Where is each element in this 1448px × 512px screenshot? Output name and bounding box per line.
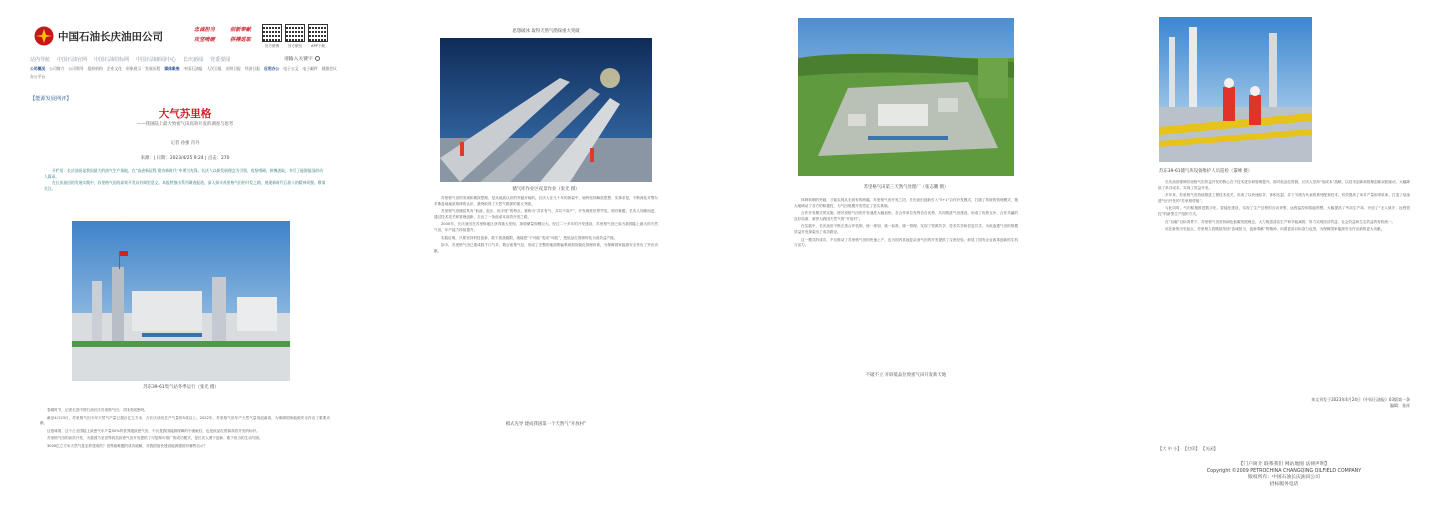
subnav-item[interactable]: 组织机构 <box>87 66 103 71</box>
qr-code-icon <box>308 24 328 42</box>
article-title: 大气苏里格 <box>158 108 212 120</box>
body-paragraph: 在实践中，长庆油田不断完善合作机制，统一规划、统一标准、统一管理，实现了资源共享、技术共享和信息共享，为低渗透气田的规模效益开发探索出了成功路径。 <box>794 224 1018 234</box>
qr-label: APP下载 <box>311 44 325 48</box>
search-box[interactable] <box>284 55 320 62</box>
subnav-item[interactable]: 公司领导 <box>68 66 84 71</box>
body-paragraph: 春暖时节，记者走进中国石油长庆苏里格气田，寻找发展密码。 <box>47 408 148 412</box>
subnav-item[interactable]: 中国石油报 <box>183 66 203 71</box>
body-paragraph: 合作开发模式的实施，使苏里格气田的开发速度大幅加快。各合作单位发挥各自优势，共同推进气田建设，形成了优势互补、合作共赢的良好局面，被誉为我国天然气的“开放村”。 <box>794 211 1018 221</box>
site-logo-row[interactable] <box>34 26 163 46</box>
copyright: Copyright ©2009 PETROCHINA CHANGQING OILFIELD COMPANY <box>1206 468 1362 474</box>
slogan-2: 创新奉献 <box>230 27 251 33</box>
body-paragraph: 3000亿立方米天然气是怎样建成的？世界级难题的成功破解，对我国加快建设能源强国有哪些启示？ <box>47 443 208 448</box>
article-body <box>434 196 658 256</box>
subnav-head[interactable]: 应用办公 <box>264 66 280 71</box>
body-paragraph: 体制机制的突破，才能实现从无到有的跨越。苏里格气田开发之初，长庆油田创新引入“5+1”合作开发模式，打破了传统的管理模式，极大地调动了各方的积极性，为气田规模开发奠定了坚实基础。 <box>794 198 1018 208</box>
intro-paragraph: 在长庆油田的发展实践中，苏里格气田的高效开发具有典型意义。本报特推出系列调查报道，深入探寻苏里格气田的开发之路，展现新时代石油人的精神风貌。敬请关注。 <box>44 180 326 191</box>
site-name: 中国石油长庆油田公司 <box>58 30 163 43</box>
body-paragraph: 苏里格气田的高效开发，为我国乃至世界同类致密气田开发提供了可复制可推广的成功模式，是长庆人勇于创新、敢于担当的生动写照。 <box>47 436 263 441</box>
body-paragraph: 苏里格气田的发现和勘探思路，是从地质认识的突破开始的。长庆人在几十年的探索中，始终坚持解放思想、实事求是，不断深化对鄂尔多斯盆地地质规律的认识，最终取得了天然气勘探的重大突破。 <box>434 196 658 206</box>
night-facility-photo <box>440 38 652 182</box>
qr-app[interactable] <box>308 24 328 49</box>
photo-caption: 苏东39-61集气站冬季运行（张光 摄） <box>143 385 219 390</box>
slogans <box>194 26 266 43</box>
page-tools[interactable]: 【大 中 小】 【打印】 【关闭】 <box>1158 446 1218 451</box>
photo-caption: 苏东39-61储气库设备维护人员巡检（董峰 摄） <box>1159 169 1253 174</box>
article-body <box>1158 180 1410 235</box>
nav-item[interactable]: 中国石油新闻中心 <box>136 57 177 63</box>
body-paragraph: 长庆油田强调苏里格气田效益开发的核心在于技术进步和管理提升。面对低品位资源，长庆人坚持“低成本”战略，以技术创新和管理创新双轮驱动，大幅降低了单井成本，实现了效益开发。 <box>1158 180 1410 190</box>
article-page-3 <box>790 0 1022 512</box>
nav-item[interactable]: 党委要闻 <box>210 57 231 63</box>
source-note: 来文刊发于2023年4月24日《中国石油报》03版第一条 <box>1311 397 1410 402</box>
search-input[interactable]: 请输入关键字 <box>284 57 313 62</box>
qr-label: 官方微信 <box>287 44 303 48</box>
service-phone: 招标服务电话 <box>1269 481 1299 487</box>
body-paragraph: 如今，苏里格气田已建成数千口气井、数百座集气站，形成了完整的地面集输系统和智能化管理体系，为保障国家能源安全作出了突出贡献。 <box>434 243 658 253</box>
article-signoff <box>1311 397 1410 409</box>
subnav-item[interactable]: 公司简介 <box>49 66 65 71</box>
nav-item[interactable]: 中国石油官网 <box>57 57 88 63</box>
subnav-item[interactable]: 发展历程 <box>145 66 161 71</box>
qr-label: 官方微博 <box>264 44 280 48</box>
nav-item[interactable]: 中国石油招标网 <box>94 57 130 63</box>
copyright-owner: 版权所有：中国石油长庆油田公司 <box>1248 475 1320 480</box>
qr-weibo[interactable] <box>262 24 282 49</box>
footer-links[interactable]: 【门户简介 联系我们 网站地图 法律声明】 <box>1238 462 1330 467</box>
workers-inspection-photo <box>1159 17 1312 162</box>
editor-note: 编辑：张祥 <box>1390 403 1410 408</box>
gas-station-photo <box>72 221 290 381</box>
qr-codes <box>262 24 328 49</box>
breadcrumb[interactable]: 【能源发展网评】 <box>30 96 72 102</box>
section-heading: 不破不立 开辟低品位致密气田开发新天地 <box>865 373 947 378</box>
body-paragraph: 2000年，长庆油田在苏里格地区获得重大发现，探明储量规模巨大。经过二十多年的开发建设，苏里格气田已成为我国陆上最大的天然气田，年产能力持续提升。 <box>434 222 658 232</box>
intro-paragraph: 开栏语：长庆油田是我国最大的油气生产基地，在“奋进新征程 建功新时代”中勇当先锋。长庆人以新发展理念为引领，攻坚啃硬、拼搏进取，书写了能源报国的动人篇章。 <box>44 168 323 179</box>
article-page-2 <box>430 0 662 512</box>
search-icon[interactable] <box>315 56 320 61</box>
article-intro <box>44 168 326 192</box>
aerial-plant-photo <box>798 18 1014 176</box>
site-footer <box>1154 462 1414 488</box>
nav-item[interactable]: 站内导航 <box>30 57 51 63</box>
subnav-item[interactable]: 经济日报 <box>244 66 261 71</box>
body-paragraph: 实践证明，只要坚持科技创新，敢于挑战极限，就能把“不可能”变成“可能”，把低品位资源转化为高效益产能。 <box>441 235 618 240</box>
section-heading: 思想破冰 取得天然气勘探重大突破 <box>512 29 580 34</box>
slogan-1: 忠诚担当 <box>194 27 215 33</box>
body-paragraph: 站在新的历史起点，苏里格人将继续发扬“忠诚担当、创新奉献”的精神，向着更高目标奋力迈进，为保障国家能源安全作出新的更大贡献。 <box>1165 227 1385 232</box>
subnav-item[interactable]: 光明日报 <box>225 66 241 71</box>
photo-caption: 苏里格气田第三天然气处理厂（张志鹏 摄） <box>863 185 949 190</box>
slogan-3: 攻坚啃硬 <box>194 37 215 43</box>
subnav-head[interactable]: 媒体聚焦 <box>164 66 180 71</box>
nav-item[interactable]: 长庆新闻 <box>183 57 204 63</box>
subnav-item[interactable]: 形象展示 <box>125 66 142 71</box>
body-paragraph: 这意味着，这个占全国陆上致密气年产量50%的世界级致密气田，不仅是我国能源保障的中流砥柱，也是低品位资源高效开发的标杆。 <box>47 428 260 433</box>
article-body <box>794 198 1018 251</box>
sub-nav <box>30 66 340 80</box>
subnav-item[interactable]: 电子邮件 <box>302 66 318 71</box>
qr-code-icon <box>262 24 282 42</box>
article-authors: 记者 孙强 肖丹 <box>170 141 200 146</box>
slogan-4: 拼搏进取 <box>230 37 251 43</box>
subnav-item[interactable]: 人民日报 <box>206 66 222 71</box>
article-page-4 <box>1154 0 1414 512</box>
subnav-item[interactable]: 电子公文 <box>283 66 299 71</box>
subnav-head[interactable]: 公司概况 <box>30 66 46 71</box>
body-paragraph: 苏里格气田储层具有“低渗、低压、低丰度”的特点，被称为“井井有气、井井不高产”，开发难度世界罕见。面对难题，长庆人知难而进，通过技术攻关和管理创新，走出了一条低成本高效开发之路。 <box>434 209 658 219</box>
body-paragraph: 多年来，苏里格气田持续推进工程技术攻关，形成了以快速钻井、体积压裂、井下节流为代表的系列配套技术，有效提高了单井产量和采收率，打造了低渗透气田开发的“苏里格样板”。 <box>1158 193 1410 203</box>
body-paragraph: 与此同时，气田积极推进数字化、智能化建设，实现了生产过程的自动采集、远程监控和智能预警，大幅提高了劳动生产率，开创了“无人值守、远程管控”的新型生产组织方式。 <box>1158 206 1410 216</box>
article-page-1 <box>26 0 344 512</box>
qr-wechat[interactable] <box>285 24 305 49</box>
article-subtitle: ——我国陆上最大致密气田高效开发的调查与思考 <box>136 122 234 127</box>
article-body <box>40 408 330 452</box>
body-paragraph: 在“双碳”目标背景下，苏里格气田坚持绿色低碳发展理念，大力推进清洁生产和节能减排，努力实现经济效益、社会效益和生态效益的有机统一。 <box>1165 219 1396 224</box>
photo-caption: 储气库作业区夜景作业（张光 摄） <box>512 187 580 192</box>
petrochina-logo-icon <box>34 26 54 46</box>
subnav-item[interactable]: 办公平台 <box>30 74 46 79</box>
article-meta: 来源：| 日期：2023/4/25 9:24 | 点击：270 <box>140 156 230 161</box>
section-heading: 模式先导 建成我国第一个天然气“开放村” <box>505 422 587 427</box>
body-paragraph: 截至4月23日，苏里格气田今年天然气产量已超百亿立方米，占长庆油田总产气量的5成以上。2022年，苏里格气田年产天然气量再创新高，为保障国家能源安全作出了重要贡献。 <box>40 415 330 426</box>
body-paragraph: 这一模式的成功，不仅推动了苏里格气田的快速上产，也为国内其他复杂油气田的开发提供了宝贵经验，彰显了国有企业改革创新的生机与活力。 <box>794 237 1018 248</box>
subnav-item[interactable]: 企业文化 <box>106 66 122 71</box>
subnav-item[interactable]: 视频会议 <box>321 66 337 71</box>
qr-code-icon <box>285 24 305 42</box>
